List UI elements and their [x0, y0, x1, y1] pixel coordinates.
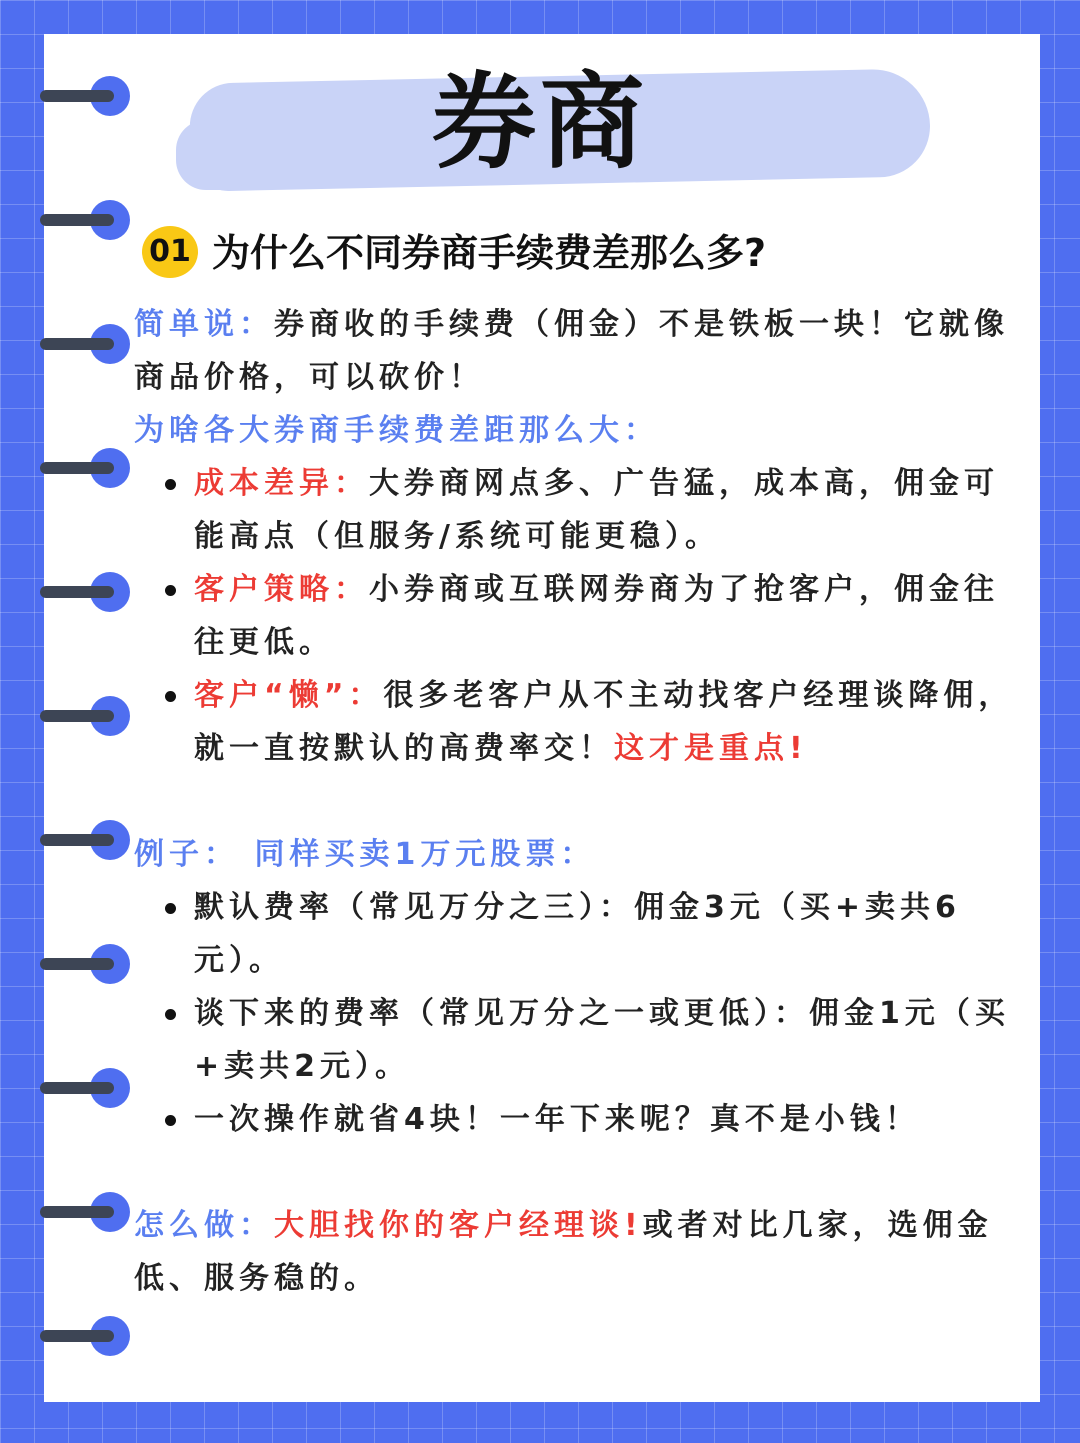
- binder-ring: [40, 820, 140, 860]
- reasons-heading: 为啥各大券商手续费差距那么大：: [134, 413, 659, 448]
- binder-ring: [40, 696, 140, 736]
- reason-label: 客户策略：: [194, 572, 369, 607]
- list-item: 默认费率（常见万分之三）：佣金3元（买+卖共6元）。: [134, 881, 1020, 987]
- binder-ring: [40, 448, 140, 488]
- list-item: [134, 457, 1020, 563]
- key-point-highlight: 这才是重点!: [614, 731, 808, 766]
- example-list: [134, 881, 1020, 1146]
- summary-paragraph: [134, 298, 1020, 404]
- binder-ring: [40, 1316, 140, 1356]
- list-item: [134, 563, 1020, 669]
- binder-ring: [40, 572, 140, 612]
- binder-ring: [40, 324, 140, 364]
- action-label: 怎么做：: [134, 1208, 274, 1243]
- reason-label: 客户“懒”：: [194, 678, 384, 713]
- example-label: 例子：: [134, 837, 239, 872]
- reason-text: 很多老客户从不主动找客户经理谈降佣，就一直按默认的高费率交！: [194, 678, 1014, 766]
- binder-ring: [40, 1192, 140, 1232]
- binder-ring: [40, 1068, 140, 1108]
- binder-ring: [40, 200, 140, 240]
- action-highlight: 大胆找你的客户经理谈!: [274, 1208, 643, 1243]
- list-item: 谈下来的费率（常见万分之一或更低）：佣金1元（买+卖共2元）。: [134, 987, 1020, 1093]
- reason-text: 大券商网点多、广告猛，成本高，佣金可能高点（但服务/系统可能更稳）。: [194, 466, 999, 554]
- action-paragraph: [134, 1199, 1020, 1305]
- list-item: [134, 669, 1020, 775]
- question-number-badge: 01: [142, 226, 198, 278]
- binder-ring: [40, 944, 140, 984]
- action-text: 或者对比几家，选佣金低、服务稳的。: [134, 1208, 993, 1296]
- article-body: [134, 298, 1020, 1305]
- list-item: 一次操作就省4块！一年下来呢？真不是小钱！: [134, 1093, 1020, 1146]
- reason-label: 成本差异：: [194, 466, 369, 501]
- summary-text: 券商收的手续费（佣金）不是铁板一块！它就像商品价格，可以砍价！: [134, 307, 1009, 395]
- question-title: 为什么不同券商手续费差那么多?: [212, 231, 767, 275]
- reason-text: 小券商或互联网券商为了抢客户，佣金往往更低。: [194, 572, 999, 660]
- page-title: 券商: [431, 61, 648, 183]
- summary-label: 简单说：: [134, 307, 274, 342]
- example-heading-text: 同样买卖1万元股票：: [254, 837, 596, 872]
- example-heading: [134, 828, 1020, 881]
- reasons-list: [134, 457, 1020, 775]
